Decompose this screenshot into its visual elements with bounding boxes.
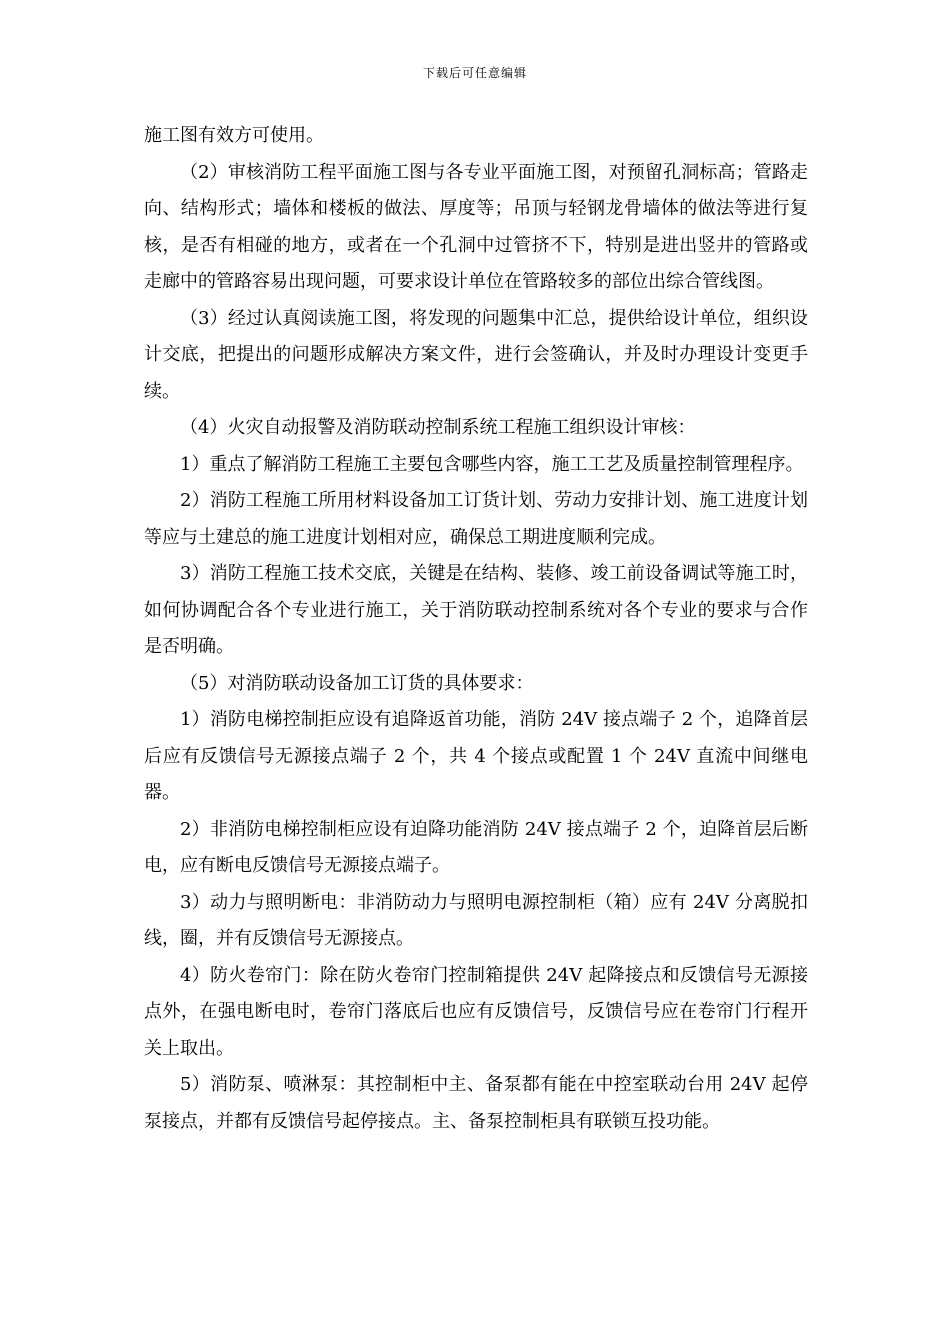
paragraph-item-4: （4）火灾自动报警及消防联动控制系统工程施工组织设计审核： xyxy=(180,417,696,438)
paragraph-subitem-5-5: 5）消防泵、喷淋泵：其控制柜中主、备泵都有能在中控室联动台用 24V 起停泵接点，并都有反馈信号起停接点。主、备泵控制柜具有联锁互投功能。 xyxy=(144,1074,808,1132)
paragraph-item-5: （5）对消防联动设备加工订货的具体要求： xyxy=(180,672,534,694)
paragraph-item-3: （3）经过认真阅读施工图，将发现的问题集中汇总，提供给设计单位，组织设计交底，把提出的问题形成解决方案文件，进行会签确认，并及时办理设计变更手续。 xyxy=(144,307,808,402)
paragraph-subitem-5-1: 1）消防电梯控制拒应设有追降返首功能，消防 24V 接点端子 2 个，追降首层后应有反馈信号无源接点端子 2 个，共 4 个接点或配置 1 个 24V 直流中间继电器。 xyxy=(144,709,808,803)
paragraph-subitem-4-3: 3）消防工程施工技术交底，关键是在结构、装修、竣工前设备调试等施工时，如何协调配合各个专业进行施工，关于消防联动控制系统对各个专业的要求与合作是否明确。 xyxy=(144,563,808,657)
paragraph-subitem-5-4: 4）防火卷帘门：除在防火卷帘门控制箱提供 24V 起降接点和反馈信号无源接点外，在强电断电时，卷帘门落底后也应有反馈信号，反馈信号应在卷帘门行程开关上取出。 xyxy=(144,964,808,1059)
paragraph-subitem-5-2: 2）非消防电梯控制柜应设有迫降功能消防 24V 接点端子 2 个，迫降首层后断电，应有断电反馈信号无源接点端子。 xyxy=(144,818,808,876)
paragraph-subitem-4-2: 2）消防工程施工所用材料设备加工订货计划、劳动力安排计划、施工进度计划等应与土建总的施工进度计划相对应，确保总工期进度顺利完成。 xyxy=(144,490,808,548)
paragraph-item-2: （2）审核消防工程平面施工图与各专业平面施工图，对预留孔洞标高；管路走向、结构形式；墙体和楼板的做法、厚度等；吊顶与轻钢龙骨墙体的做法等进行复核，是否有相碰的地方，或者在一个孔洞中过管挤不下，特别是进出竖井的管路或走廊中的管路容易出现问题，可要求设计单位在管路较多的部位出综合管线图。 xyxy=(144,161,808,292)
paragraph-subitem-5-3: 3）动力与照明断电：非消防动力与照明电源控制柜（箱）应有 24V 分离脱扣线，圈，并有反馈信号无源接点。 xyxy=(144,891,808,949)
page-header-note: 下载后可任意编辑 xyxy=(422,66,527,80)
document-body xyxy=(144,118,808,1140)
paragraph-continuation: 施工图有效方可使用。 xyxy=(144,125,324,146)
paragraph-subitem-4-1: 1）重点了解消防工程施工主要包含哪些内容，施工工艺及质量控制管理程序。 xyxy=(180,453,804,475)
